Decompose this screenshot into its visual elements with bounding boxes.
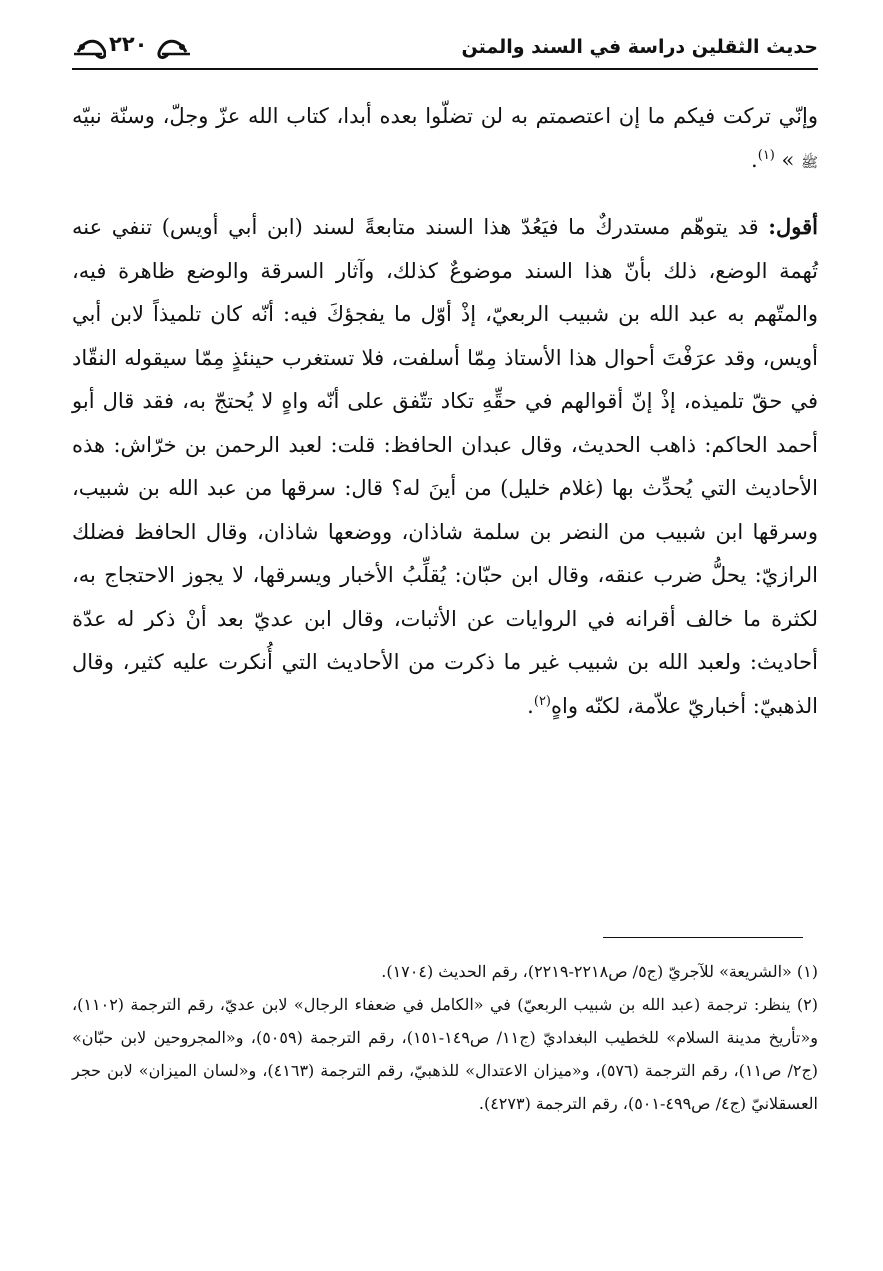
paragraph-lead: أقول: — [768, 214, 818, 239]
footnote-ref-1[interactable]: (١) — [757, 147, 775, 163]
footnote-1 — [72, 955, 818, 988]
header-divider — [72, 68, 818, 70]
footnote-ref-2[interactable]: (٢) — [533, 693, 551, 709]
footnote-2 — [72, 988, 818, 1120]
quote-end: . — [751, 147, 758, 172]
running-title: حديث الثقلين دراسة في السند والمتن — [461, 36, 818, 58]
paragraph-gap — [72, 185, 818, 205]
running-header — [72, 24, 818, 68]
commentary-text: قد يتوهّم مستدركٌ ما فيَعُدّ هذا السند متابعةً لسند (ابن أبي أويس) تنفي عنه تُهمة الوضع، ذلك بأنّ هذا السند موضوعٌ كذلك، وآثار السرقة والوضع ظاهرة فيه، والمتّهم به عبد الله بن شبيب الربعيّ، إذْ أوّل ما يفجؤكَ فيه: أنّه كان تلميذاً لابن أبي أويس، وقد عرَفْتَ أحوال هذا الأستاذ مِمّا أسلفت، فلا تستغرب حينئذٍ مِمّا سيقوله النقّاد في حقّ تلميذه، إذْ إنّ أقوالهم في حقِّهِ تكاد تتّفق على أنّه واهٍ لا يُحتجّ به، فقد قال أبو أحمد الحاكم: ذاهب الحديث، وقال عبدان الحافظ: قلت: لعبد الرحمن بن خرّاش: هذه الأحاديث التي يُحدِّث بها (غلام خليل) من أينَ له؟ قال: سرقها من عبد الله بن شبيب، وسرقها ابن شبيب من النضر بن سلمة شاذان، ووضعها شاذان، وقال الحافظ فضلك الرازيّ: يحلُّ ضرب عنقه، وقال ابن حبّان: يُقلِّبُ الأخبار ويسرقها، لا يجوز الاحتجاج به، لكثرة ما خالف أقرانه في الروايات عن الأثبات، وقال ابن عديّ بعد أنْ ذكر له عدّة أحاديث: ولعبد الله بن شبيب غير ما ذكرت من الأحاديث التي أُنكرت عليه كثير، وقال الذهبيّ: أخباريّ علاّمة، لكنّه واهٍ — [72, 215, 818, 718]
footnote-number: (١) — [796, 962, 818, 981]
commentary-end: . — [527, 693, 534, 718]
footnote-divider — [603, 937, 803, 938]
main-text — [72, 95, 818, 728]
page-number: ٢٢٠ — [106, 32, 150, 56]
quote-text: وإنّي تركت فيكم ما إن اعتصمتم به لن تضلّوا بعده أبدا، كتاب الله عزّ وجلّ، وسنّة نبيّه — [72, 104, 818, 128]
quote-close: » — [774, 147, 802, 172]
paragraph-quote-end — [72, 95, 818, 185]
honorific-ligature: ﷺ — [801, 154, 818, 171]
paragraph-commentary — [72, 205, 818, 728]
footnotes — [72, 955, 818, 1120]
page-number-ornament — [72, 30, 192, 62]
footnote-text: ينظر: ترجمة (عبد الله بن شبيب الربعيّ) في «الكامل في ضعفاء الرجال» لابن عديّ، رقم الترجمة (١١٠٢)، و«تأريخ مدينة السلام» للخطيب البغداديّ (ج١١/ ص١٤٩-١٥١)، رقم الترجمة (٥٠٥٩)، و«المجروحين لابن حبّان» (ج٢/ ص١١)، رقم الترجمة (٥٧٦)، و«ميزان الاعتدال» للذهبيّ، رقم الترجمة (٤١٦٣)، و«لسان الميزان» لابن حجر العسقلانيّ (ج٤/ ص٤٩٩-٥٠١)، رقم الترجمة (٤٢٧٣). — [72, 995, 819, 1113]
footnote-text: «الشريعة» للآجريّ (ج٥/ ص٢٢١٨-٢٢١٩)، رقم الحديث (١٧٠٤). — [381, 962, 797, 981]
footnote-number: (٢) — [796, 995, 818, 1014]
